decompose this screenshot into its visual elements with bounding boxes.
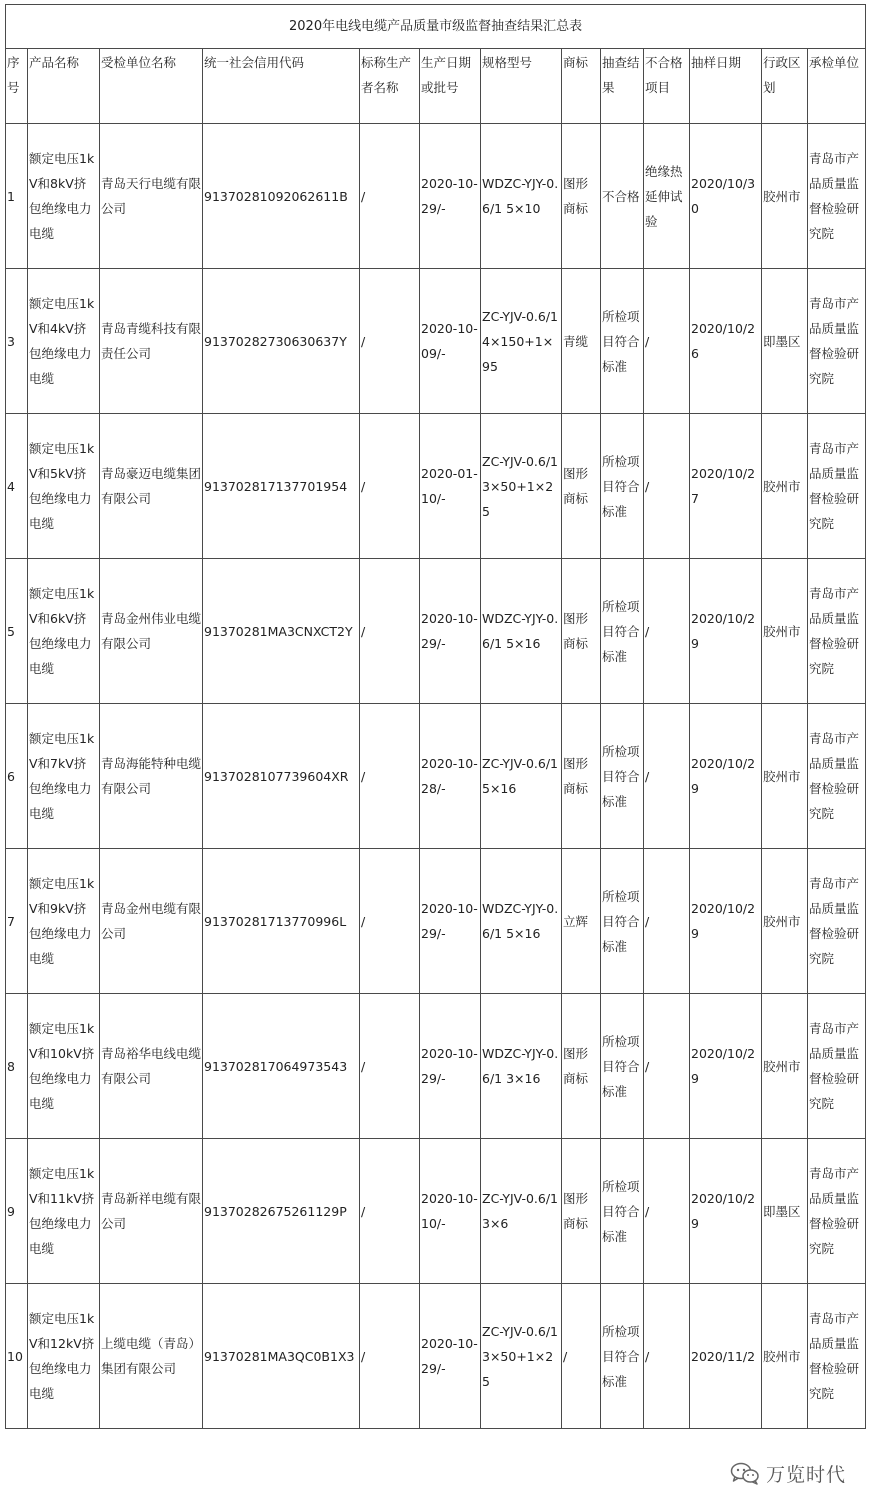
cell-result: 所检项目符合标准 bbox=[601, 849, 644, 994]
cell-spec-model: ZC-YJV-0.6/1 5×16 bbox=[481, 704, 562, 849]
cell-district: 即墨区 bbox=[762, 269, 808, 414]
header-trademark: 商标 bbox=[562, 49, 601, 124]
cell-inspected-company: 青岛裕华电线电缆有限公司 bbox=[100, 994, 203, 1139]
cell-failed-items: / bbox=[644, 414, 690, 559]
cell-inspection-agency: 青岛市产品质量监督检验研究院 bbox=[808, 269, 866, 414]
cell-district: 胶州市 bbox=[762, 994, 808, 1139]
cell-inspection-agency: 青岛市产品质量监督检验研究院 bbox=[808, 1284, 866, 1429]
cell-seq: 7 bbox=[6, 849, 28, 994]
cell-inspection-agency: 青岛市产品质量监督检验研究院 bbox=[808, 994, 866, 1139]
cell-credit-code: 91370281713770996L bbox=[203, 849, 360, 994]
cell-credit-code: 913702817064973543 bbox=[203, 994, 360, 1139]
wechat-logo-icon bbox=[730, 1461, 760, 1485]
table-row bbox=[6, 1284, 866, 1429]
cell-inspection-agency: 青岛市产品质量监督检验研究院 bbox=[808, 1139, 866, 1284]
header-seq: 序号 bbox=[6, 49, 28, 124]
cell-credit-code: 91370281MA3CNXCT2Y bbox=[203, 559, 360, 704]
table-row bbox=[6, 124, 866, 269]
cell-result: 不合格 bbox=[601, 124, 644, 269]
cell-sampling-date: 2020/10/29 bbox=[690, 849, 762, 994]
header-inspected-company: 受检单位名称 bbox=[100, 49, 203, 124]
cell-result: 所检项目符合标准 bbox=[601, 1284, 644, 1429]
header-production-date: 生产日期或批号 bbox=[420, 49, 481, 124]
cell-district: 胶州市 bbox=[762, 1284, 808, 1429]
header-nominal-producer: 标称生产者名称 bbox=[360, 49, 420, 124]
cell-product-name: 额定电压1kV和9kV挤包绝缘电力电缆 bbox=[28, 849, 100, 994]
cell-nominal-producer: / bbox=[360, 559, 420, 704]
cell-production-date: 2020-10-29/- bbox=[420, 124, 481, 269]
cell-district: 即墨区 bbox=[762, 1139, 808, 1284]
cell-spec-model: WDZC-YJY-0.6/1 3×16 bbox=[481, 994, 562, 1139]
cell-inspection-agency: 青岛市产品质量监督检验研究院 bbox=[808, 414, 866, 559]
cell-sampling-date: 2020/10/30 bbox=[690, 124, 762, 269]
cell-spec-model: ZC-YJV-0.6/1 3×6 bbox=[481, 1139, 562, 1284]
cell-spec-model: WDZC-YJY-0.6/1 5×16 bbox=[481, 849, 562, 994]
cell-spec-model: WDZC-YJY-0.6/1 5×16 bbox=[481, 559, 562, 704]
header-sampling-date: 抽样日期 bbox=[690, 49, 762, 124]
cell-production-date: 2020-10-10/- bbox=[420, 1139, 481, 1284]
header-inspection-agency: 承检单位 bbox=[808, 49, 866, 124]
cell-seq: 9 bbox=[6, 1139, 28, 1284]
cell-district: 胶州市 bbox=[762, 414, 808, 559]
cell-production-date: 2020-10-29/- bbox=[420, 849, 481, 994]
cell-inspection-agency: 青岛市产品质量监督检验研究院 bbox=[808, 704, 866, 849]
cell-sampling-date: 2020/10/26 bbox=[690, 269, 762, 414]
cell-seq: 6 bbox=[6, 704, 28, 849]
cell-product-name: 额定电压1kV和8kV挤包绝缘电力电缆 bbox=[28, 124, 100, 269]
cell-trademark: 图形商标 bbox=[562, 414, 601, 559]
cell-production-date: 2020-10-09/- bbox=[420, 269, 481, 414]
inspection-results-table bbox=[5, 4, 866, 1429]
cell-failed-items: / bbox=[644, 994, 690, 1139]
cell-result: 所检项目符合标准 bbox=[601, 1139, 644, 1284]
cell-inspection-agency: 青岛市产品质量监督检验研究院 bbox=[808, 849, 866, 994]
cell-seq: 1 bbox=[6, 124, 28, 269]
cell-failed-items: / bbox=[644, 559, 690, 704]
cell-inspected-company: 青岛金州伟业电缆有限公司 bbox=[100, 559, 203, 704]
header-district: 行政区划 bbox=[762, 49, 808, 124]
cell-district: 胶州市 bbox=[762, 559, 808, 704]
cell-trademark: 青缆 bbox=[562, 269, 601, 414]
header-product-name: 产品名称 bbox=[28, 49, 100, 124]
cell-production-date: 2020-10-28/- bbox=[420, 704, 481, 849]
cell-district: 胶州市 bbox=[762, 124, 808, 269]
cell-inspected-company: 青岛海能特种电缆有限公司 bbox=[100, 704, 203, 849]
cell-nominal-producer: / bbox=[360, 1139, 420, 1284]
cell-inspected-company: 青岛金州电缆有限公司 bbox=[100, 849, 203, 994]
header-spec-model: 规格型号 bbox=[481, 49, 562, 124]
cell-product-name: 额定电压1kV和11kV挤包绝缘电力电缆 bbox=[28, 1139, 100, 1284]
cell-result: 所检项目符合标准 bbox=[601, 269, 644, 414]
cell-trademark: 图形商标 bbox=[562, 1139, 601, 1284]
cell-inspected-company: 青岛新祥电缆有限公司 bbox=[100, 1139, 203, 1284]
cell-result: 所检项目符合标准 bbox=[601, 994, 644, 1139]
cell-result: 所检项目符合标准 bbox=[601, 559, 644, 704]
cell-inspection-agency: 青岛市产品质量监督检验研究院 bbox=[808, 124, 866, 269]
cell-sampling-date: 2020/10/27 bbox=[690, 414, 762, 559]
cell-trademark: 图形商标 bbox=[562, 559, 601, 704]
table-row bbox=[6, 559, 866, 704]
cell-product-name: 额定电压1kV和7kV挤包绝缘电力电缆 bbox=[28, 704, 100, 849]
cell-credit-code: 91370282675261129P bbox=[203, 1139, 360, 1284]
cell-credit-code: 91370281092062611B bbox=[203, 124, 360, 269]
table-row bbox=[6, 269, 866, 414]
watermark-text: 万览时代 bbox=[765, 1463, 846, 1486]
cell-credit-code: 913702817137701954 bbox=[203, 414, 360, 559]
cell-seq: 8 bbox=[6, 994, 28, 1139]
table-row bbox=[6, 1139, 866, 1284]
header-row bbox=[6, 49, 866, 124]
cell-production-date: 2020-10-29/- bbox=[420, 994, 481, 1139]
cell-trademark: 立辉 bbox=[562, 849, 601, 994]
cell-nominal-producer: / bbox=[360, 994, 420, 1139]
cell-nominal-producer: / bbox=[360, 269, 420, 414]
cell-sampling-date: 2020/10/29 bbox=[690, 994, 762, 1139]
cell-seq: 3 bbox=[6, 269, 28, 414]
cell-inspected-company: 青岛豪迈电缆集团有限公司 bbox=[100, 414, 203, 559]
cell-product-name: 额定电压1kV和12kV挤包绝缘电力电缆 bbox=[28, 1284, 100, 1429]
cell-spec-model: WDZC-YJY-0.6/1 5×10 bbox=[481, 124, 562, 269]
cell-trademark: 图形商标 bbox=[562, 704, 601, 849]
table-row bbox=[6, 414, 866, 559]
cell-district: 胶州市 bbox=[762, 704, 808, 849]
cell-failed-items: / bbox=[644, 849, 690, 994]
cell-trademark: / bbox=[562, 1284, 601, 1429]
cell-sampling-date: 2020/10/29 bbox=[690, 559, 762, 704]
cell-product-name: 额定电压1kV和10kV挤包绝缘电力电缆 bbox=[28, 994, 100, 1139]
header-failed-items: 不合格项目 bbox=[644, 49, 690, 124]
watermark bbox=[730, 1459, 846, 1487]
cell-seq: 4 bbox=[6, 414, 28, 559]
cell-production-date: 2020-10-29/- bbox=[420, 1284, 481, 1429]
cell-inspection-agency: 青岛市产品质量监督检验研究院 bbox=[808, 559, 866, 704]
cell-inspected-company: 青岛青缆科技有限责任公司 bbox=[100, 269, 203, 414]
cell-result: 所检项目符合标准 bbox=[601, 704, 644, 849]
header-result: 抽查结果 bbox=[601, 49, 644, 124]
cell-spec-model: ZC-YJV-0.6/1 3×50+1×25 bbox=[481, 1284, 562, 1429]
table-row bbox=[6, 704, 866, 849]
cell-product-name: 额定电压1kV和5kV挤包绝缘电力电缆 bbox=[28, 414, 100, 559]
cell-nominal-producer: / bbox=[360, 414, 420, 559]
header-credit-code: 统一社会信用代码 bbox=[203, 49, 360, 124]
cell-failed-items: / bbox=[644, 1284, 690, 1429]
cell-inspected-company: 上缆电缆（青岛）集团有限公司 bbox=[100, 1284, 203, 1429]
cell-failed-items: 绝缘热延伸试验 bbox=[644, 124, 690, 269]
cell-nominal-producer: / bbox=[360, 124, 420, 269]
cell-failed-items: / bbox=[644, 704, 690, 849]
cell-spec-model: ZC-YJV-0.6/1 3×50+1×25 bbox=[481, 414, 562, 559]
cell-production-date: 2020-01-10/- bbox=[420, 414, 481, 559]
table-row bbox=[6, 994, 866, 1139]
cell-sampling-date: 2020/11/2 bbox=[690, 1284, 762, 1429]
cell-failed-items: / bbox=[644, 269, 690, 414]
cell-credit-code: 91370282730630637Y bbox=[203, 269, 360, 414]
cell-nominal-producer: / bbox=[360, 849, 420, 994]
cell-credit-code: 91370281MA3QC0B1X3 bbox=[203, 1284, 360, 1429]
cell-spec-model: ZC-YJV-0.6/1 4×150+1×95 bbox=[481, 269, 562, 414]
cell-sampling-date: 2020/10/29 bbox=[690, 1139, 762, 1284]
cell-nominal-producer: / bbox=[360, 704, 420, 849]
cell-sampling-date: 2020/10/29 bbox=[690, 704, 762, 849]
table-title: 2020年电线电缆产品质量市级监督抽查结果汇总表 bbox=[6, 5, 866, 49]
table-row bbox=[6, 849, 866, 994]
cell-seq: 10 bbox=[6, 1284, 28, 1429]
cell-inspected-company: 青岛天行电缆有限公司 bbox=[100, 124, 203, 269]
cell-seq: 5 bbox=[6, 559, 28, 704]
cell-trademark: 图形商标 bbox=[562, 124, 601, 269]
cell-district: 胶州市 bbox=[762, 849, 808, 994]
cell-credit-code: 913702810773960​4XR bbox=[203, 704, 360, 849]
cell-result: 所检项目符合标准 bbox=[601, 414, 644, 559]
cell-nominal-producer: / bbox=[360, 1284, 420, 1429]
cell-product-name: 额定电压1kV和4kV挤包绝缘电力电缆 bbox=[28, 269, 100, 414]
cell-production-date: 2020-10-29/- bbox=[420, 559, 481, 704]
cell-failed-items: / bbox=[644, 1139, 690, 1284]
cell-product-name: 额定电压1kV和6kV挤包绝缘电力电缆 bbox=[28, 559, 100, 704]
cell-trademark: 图形商标 bbox=[562, 994, 601, 1139]
title-row bbox=[6, 5, 866, 49]
